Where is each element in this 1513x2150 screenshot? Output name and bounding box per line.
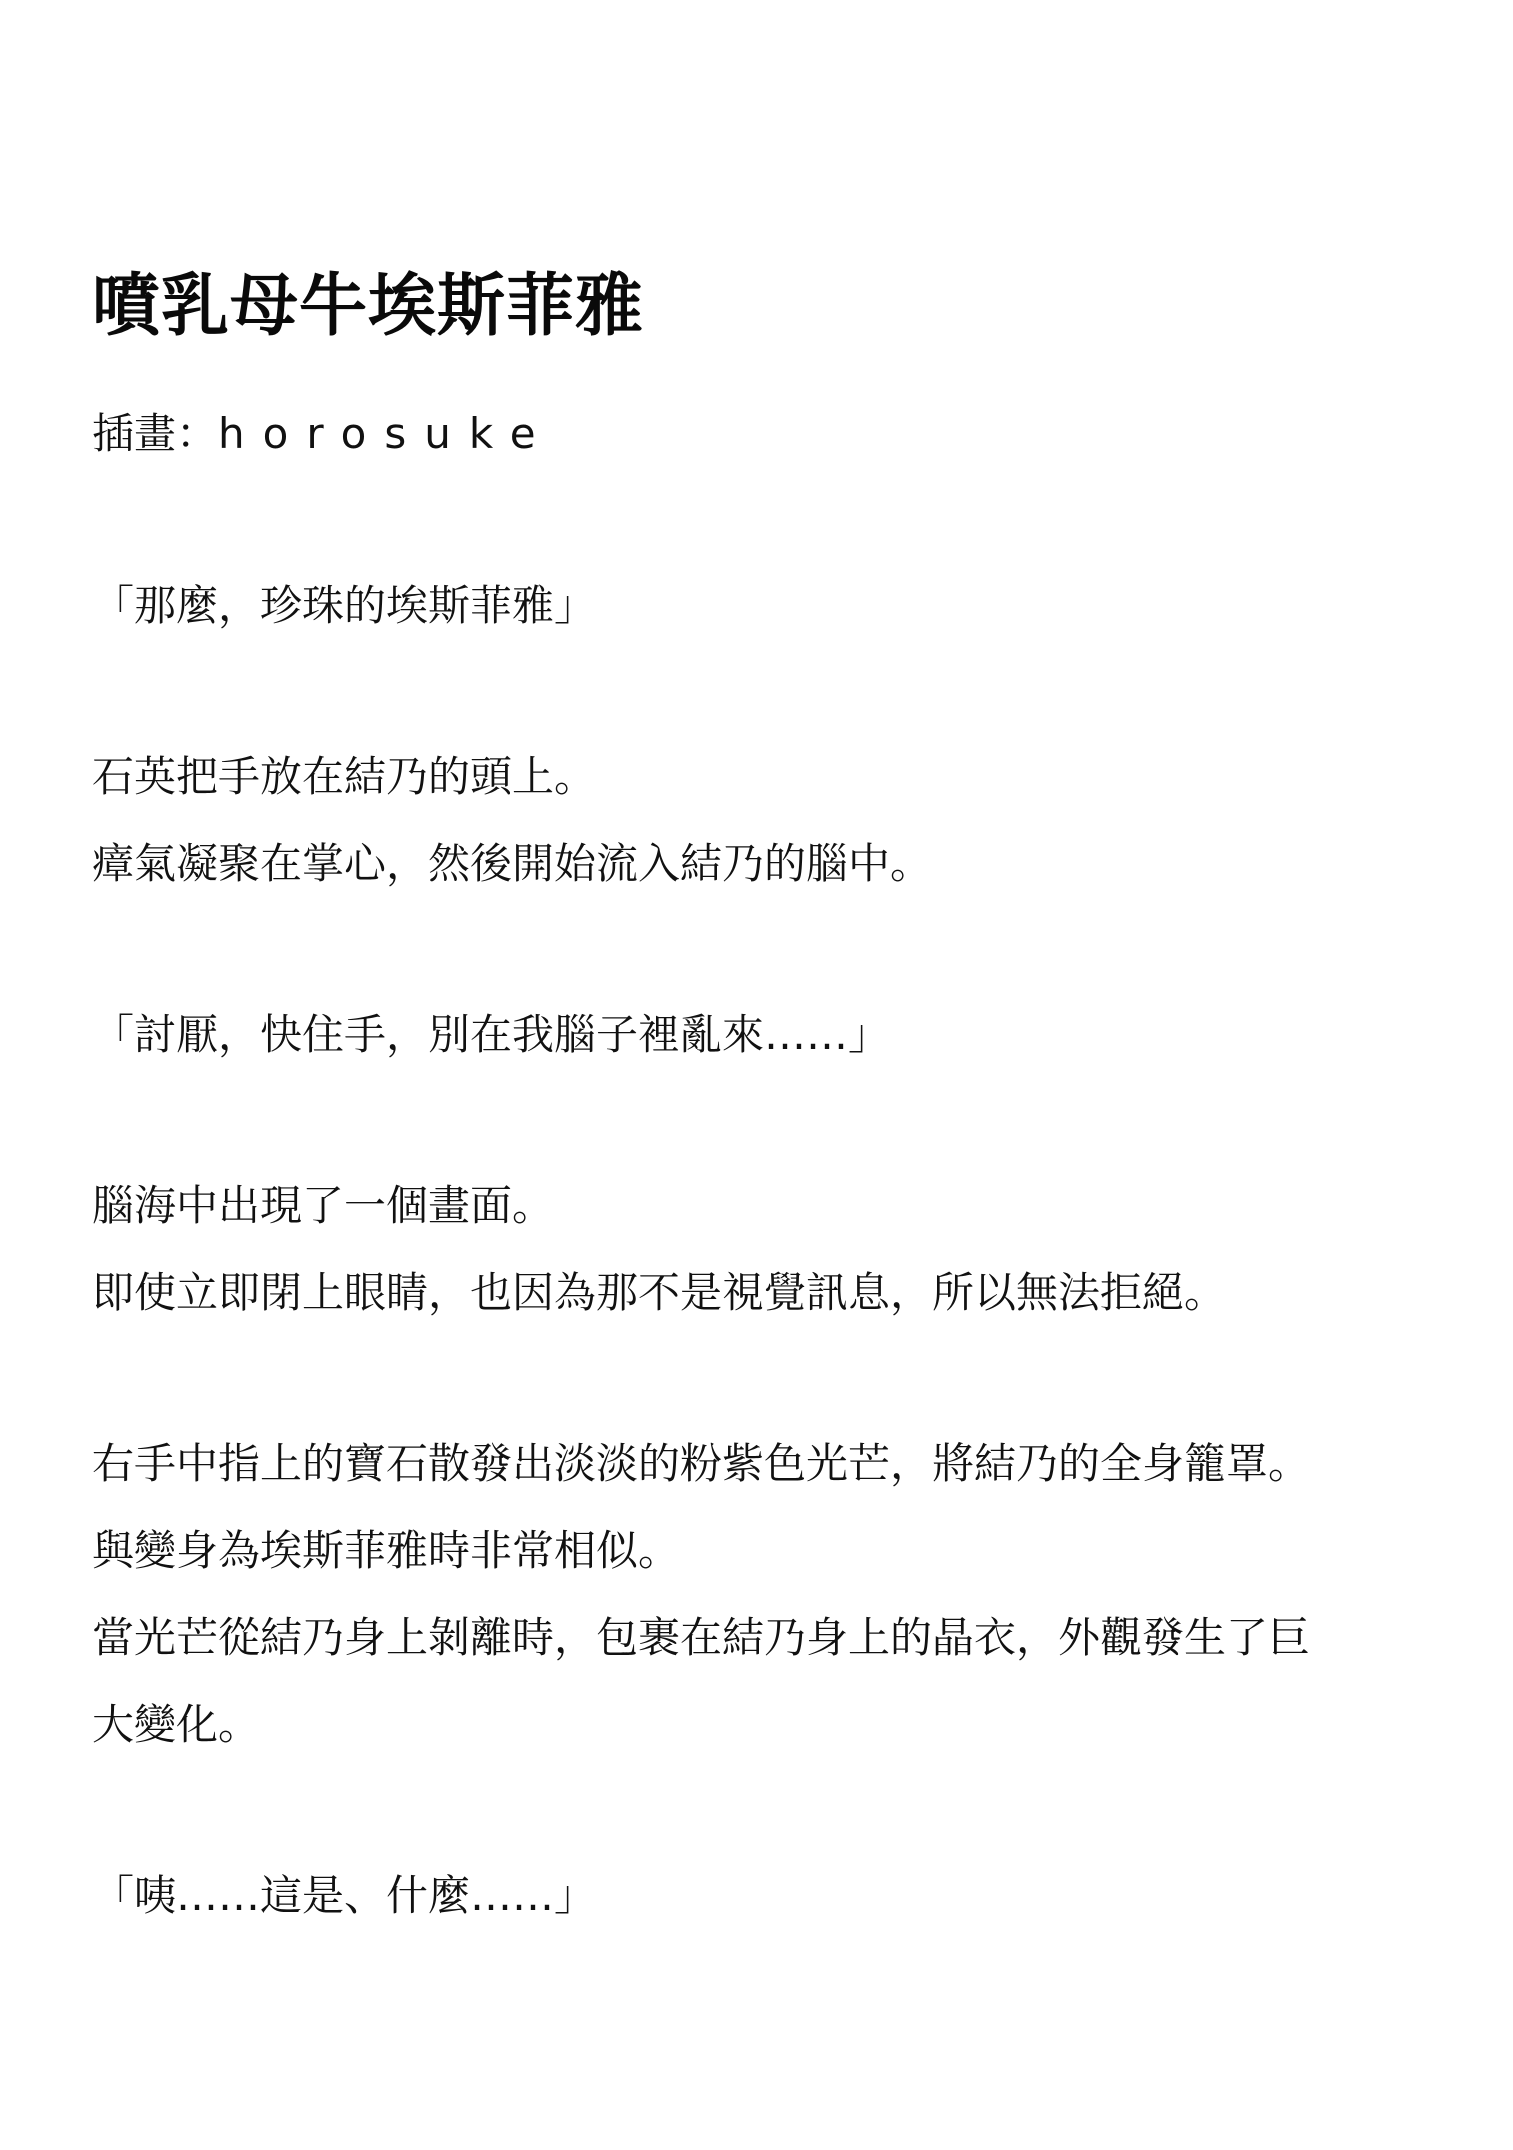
illustrator-credit bbox=[92, 404, 554, 464]
credit-label: 插畫： bbox=[92, 409, 219, 458]
illustrator-name: horosuke bbox=[218, 409, 554, 458]
paragraph-line: 腦海中出現了一個畫面。 bbox=[92, 1181, 555, 1230]
paragraph-line: 石英把手放在結乃的頭上。 bbox=[92, 752, 597, 801]
paragraph-line: 右手中指上的寶石散發出淡淡的粉紫色光芒，將結乃的全身籠罩。 bbox=[92, 1439, 1311, 1488]
paragraph-line: 當光芒從結乃身上剝離時，包裹在結乃身上的晶衣，外觀發生了巨 bbox=[92, 1613, 1311, 1662]
paragraph-line: 與變身為埃斯菲雅時非常相似。 bbox=[92, 1526, 681, 1575]
paragraph-line: 大變化。 bbox=[92, 1700, 261, 1749]
paragraph-line: 即使立即閉上眼睛，也因為那不是視覺訊息，所以無法拒絕。 bbox=[92, 1268, 1227, 1317]
paragraph-line: 瘴氣凝聚在掌心，然後開始流入結乃的腦中。 bbox=[92, 839, 933, 888]
chapter-title: 噴乳母牛埃斯菲雅 bbox=[92, 267, 645, 346]
dialogue-line: 「咦……這是、什麼……」 bbox=[92, 1871, 597, 1920]
dialogue-line: 「討厭，快住手，別在我腦子裡亂來……」 bbox=[92, 1010, 891, 1059]
dialogue-line: 「那麼，珍珠的埃斯菲雅」 bbox=[92, 581, 597, 630]
